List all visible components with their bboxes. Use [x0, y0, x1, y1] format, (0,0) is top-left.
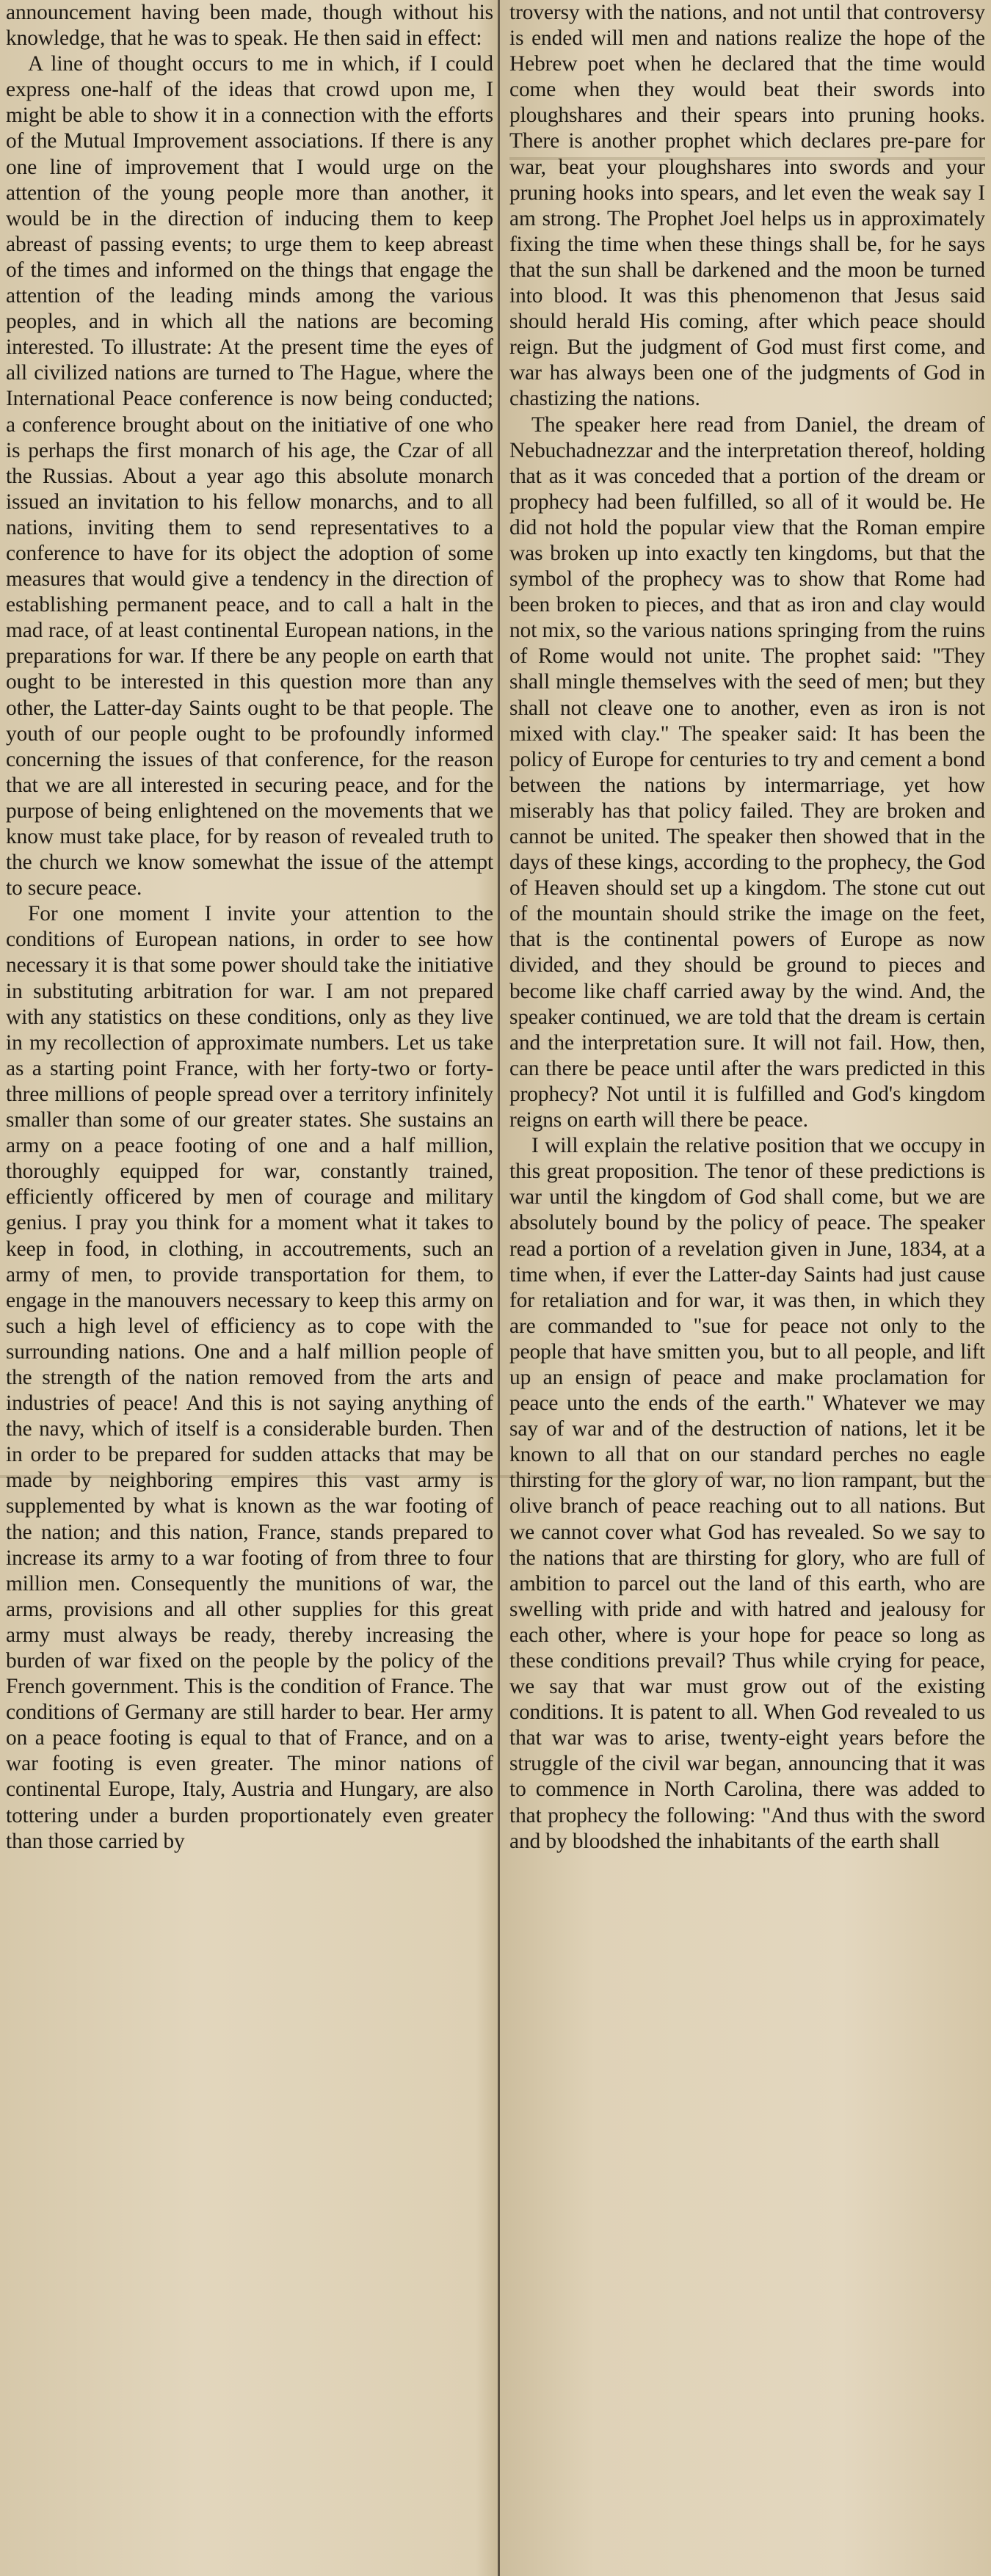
right-paragraph-3: I will explain the relative position that we occupy in this great proposition. The tenor of these predictions is war until the kingdom of God shall come, but we are absolutely bound by the policy of peace. The speaker read a portion of a revelation given in June, 1834, at a time when, if ever the Latter-day Saints had just cause for retaliation and for war, it was then, in which they are commanded to "sue for peace not only to the people that have smitten you, but to all people, and lift up an ensign of peace and make proclamation for peace unto the ends of the earth." Whatever we may say of war and of the destruction of nations, let it be known to all that on our standard perches no eagle thirsting for the glory of war, no lion rampant, but the olive branch of peace reaching out to all nations. But we cannot cover what God has revealed. So we say to the nations that are thirsting for glory, who are full of ambition to parcel out the land of this earth, who are swelling with pride and with hatred and jealousy for each other, where is your hope for peace so long as these conditions prevail? Thus while crying for peace, we say that war must grow out of the existing conditions. It is patent to all. When God revealed to us that war was to arise, twenty-eight years before the struggle of the civil war began, announcing that it was to commence in North Carolina, there was added to that prophecy the following: "And thus with the sword and by bloodshed the inhabitants of the earth shall — [509, 1134, 985, 1853]
left-column — [6, 0, 493, 2576]
left-paragraph-3: For one moment I invite your attention to the conditions of European nations, in order to see how necessary it is that some power should take the initiative in substituting arbitration for war. I am not prepared with any statistics on these conditions, only as they live in my recollection of approximate numbers. Let us take as a starting point France, with her forty-two or forty-three millions of people spread over a territory infinitely smaller than some of our greater states. She sustains an army on a peace footing of one and a half million, thoroughly equipped for war, constantly trained, efficiently officered by men of courage and military genius. I pray you think for a moment what it takes to keep in food, in clothing, in accoutrements, such an army of men, to provide transportation for them, to engage in the manouvers necessary to keep this army on such a high level of efficiency as to cope with the surrounding nations. One and a half million people of the strength of the nation removed from the arts and industries of peace! And this is not saying anything of the navy, which of itself is a considerable burden. Then in order to be prepared for sudden attacks that may be made by neighboring empires this vast army is supplemented by what is known as the war footing of the nation; and this nation, France, stands prepared to increase its army to a war footing of from three to four million men. Consequently the munitions of war, the arms, provisions and all other supplies for this great army must always be ready, thereby increasing the burden of war fixed on the people by the policy of the French government. This is the condition of France. The conditions of Germany are still harder to bear. Her army on a peace footing is equal to that of France, and on a war footing is even greater. The minor nations of continental Europe, Italy, Austria and Hungary, are also tottering under a burden proportionately even greater than those carried by — [6, 902, 493, 1853]
right-paragraph-1: troversy with the nations, and not until that controversy is ended will men and nations realize the hope of the Hebrew poet when he declared that the time would come when they would beat their swords into ploughshares and their spears into pruning hooks. There is another prophet which declares pre-pare for war, beat your ploughshares into swords and your pruning hooks into spears, and let even the weak say I am strong. The Prophet Joel helps us in approximately fixing the time when these things shall be, for he says that the sun shall be darkened and the moon be turned into blood. It was this phenomenon that Jesus said should herald His coming, after which peace should reign. But the judgment of God must first come, and war has always been one of the judgments of God in chastizing the nations. — [509, 1, 985, 411]
right-column — [509, 0, 985, 2576]
paper-fold-crease-lower — [0, 1475, 991, 1478]
column-divider — [498, 0, 500, 2576]
right-paragraph-2: The speaker here read from Daniel, the dream of Nebuchadnezzar and the interpretation thereof, holding that as it was conceded that a portion of the dream or prophecy had been fulfilled, so all of it would be. He did not hold the popular view that the Roman empire was broken up into exactly ten kingdoms, but that the symbol of the prophecy was to show that Rome had been broken to pieces, and that as iron and clay would not mix, so the various nations springing from the ruins of Rome would not unite. The prophet said: "They shall mingle themselves with the seed of men; but they shall not cleave one to another, even as iron is not mixed with clay." The speaker said: It has been the policy of Europe for centuries to try and cement a bond between the nations by intermarriage, yet how miserably has that policy failed. They are broken and cannot be united. The speaker then showed that in the days of these kings, according to the prophecy, the God of Heaven should set up a kingdom. The stone cut out of the mountain should strike the image on the feet, that is the continental powers of Europe as now divided, and they should be ground to pieces and become like chaff carried away by the wind. And, the speaker continued, we are told that the dream is certain and the interpretation sure. It will not fail. How, then, can there be peace until after the wars predicted in this prophecy? Not until it is fulfilled and God's kingdom reigns on earth will there be peace. — [509, 412, 985, 1132]
left-paragraph-2: A line of thought occurs to me in which, if I could express one-half of the ideas that crowd upon me, I might be able to show it in a connection with the efforts of the Mutual Improvement associations. If there is any one line of improvement that I would urge on the attention of the young people more than another, it would be in the direction of inducing them to keep abreast of passing events; to urge them to keep abreast of the times and informed on the things that engage the attention of the leading minds among the various peoples, and in which all the nations are becoming interested. To illustrate: At the present time the eyes of all civilized nations are turned to The Hague, where the International Peace conference is now being conducted; a conference brought about on the initiative of one who is perhaps the first monarch of his age, the Czar of all the Russias. About a year ago this absolute monarch issued an invitation to his fellow monarchs, and to all nations, inviting them to send representatives to a conference to have for its object the adoption of some measures that would give a tendency in the direction of establishing permanent peace, and to call a halt in the mad race, of at least continental European nations, in the preparations for war. If there be any people on earth that ought to be interested in this question more than any other, the Latter-day Saints ought to be that people. The youth of our people ought to be profoundly informed concerning the issues of that conference, for the reason that we are all interested in securing peace, and for the purpose of being enlightened on the movements that we know must take place, for by reason of revealed truth to the church we know somewhat the issue of the attempt to secure peace. — [6, 52, 493, 900]
left-paragraph-1: announcement having been made, though without his knowledge, that he was to speak. He then said in effect: — [6, 1, 493, 51]
paper-fold-crease — [509, 157, 985, 160]
